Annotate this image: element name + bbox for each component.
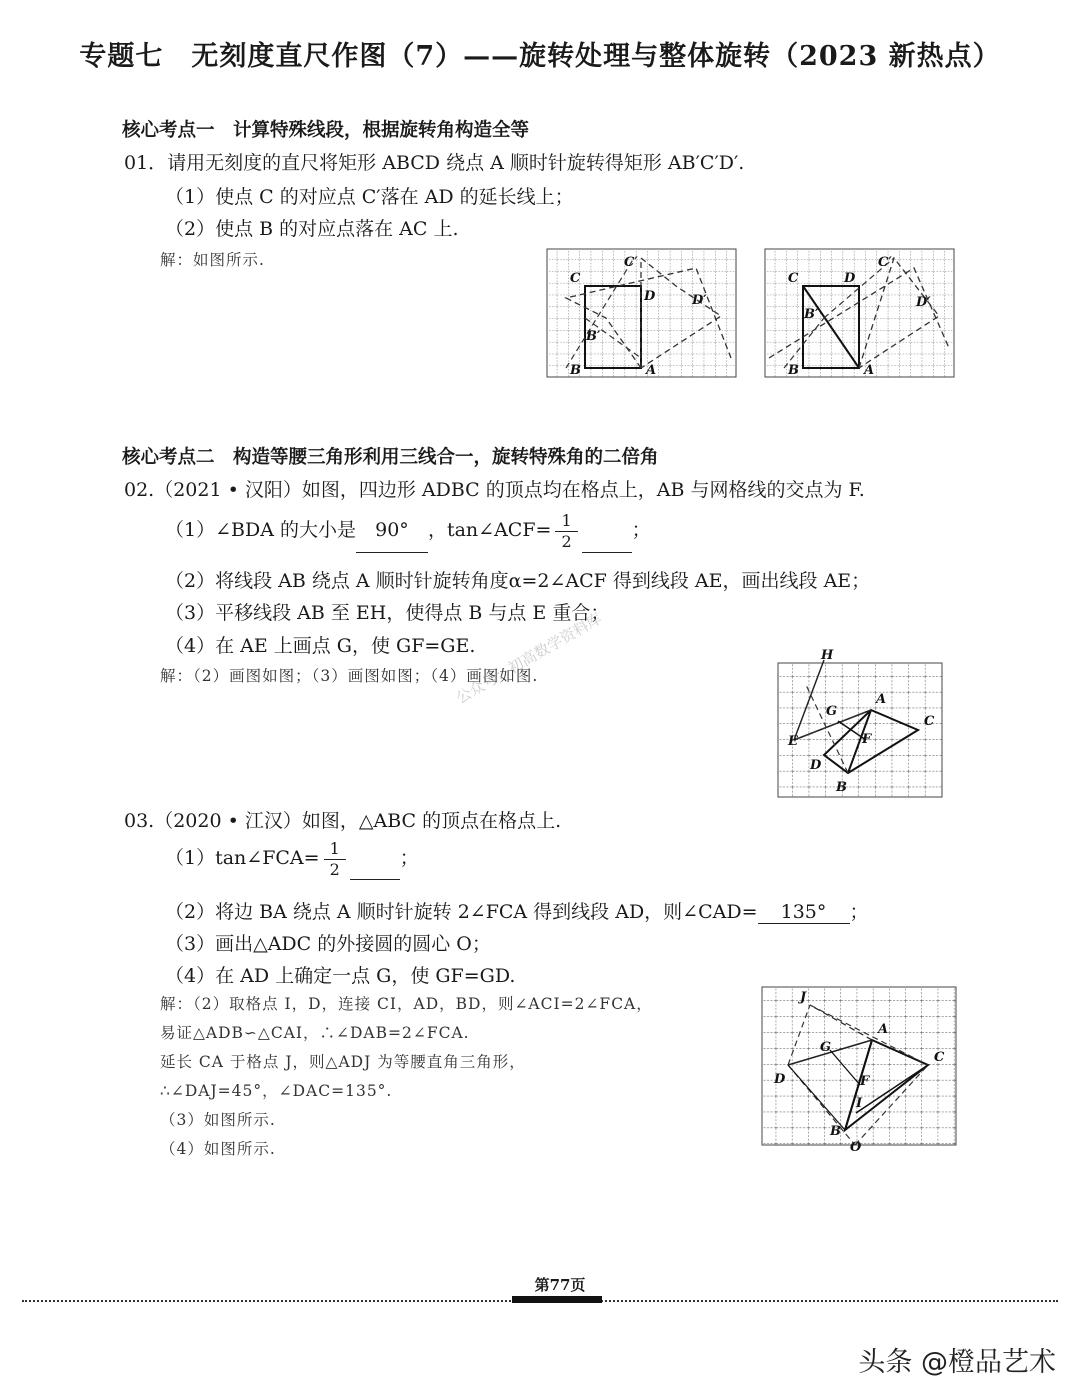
fraction-denominator: 2 [329,859,340,879]
q03-part2-suffix: ； [849,901,869,923]
answer-underline [350,878,400,880]
fig3-label: A [878,1022,889,1037]
q03-answer-fraction [324,839,346,880]
fig1b-label: D [844,271,856,286]
q03-solution-line: 延长 CA 于格点 J，则△ADJ 为等腰直角三角形， [160,1053,526,1071]
fig2-label: E [788,734,798,749]
q03-part1-prefix: （1）tan∠FCA= [165,847,320,869]
section-heading-1: 核心考点一 计算特殊线段，根据旋转角构造全等 [122,120,530,141]
q03-part1 [165,836,419,880]
section-heading-2: 核心考点二 构造等腰三角形利用三线合一，旋转特殊角的二倍角 [122,447,659,468]
fig3-label: I [856,1096,863,1111]
q03-solution-line: （3）如图所示. [160,1111,276,1129]
fig1b-label: A [864,363,875,378]
q03-part4: （4）在 AD 上确定一点 G，使 GF=GD. [165,965,516,987]
fig2-label: H [821,648,834,663]
fig1b-label: C [788,271,799,286]
fig1a-label: C′ [624,255,638,270]
q02-part4: （4）在 AE 上画点 G，使 GF=GE. [165,635,476,657]
fig2-label: G [826,704,838,719]
figure-1b [764,248,956,378]
fig3-label: F [860,1074,870,1089]
q03-solution-line: ∴∠DAJ=45°，∠DAC=135°. [160,1082,393,1100]
watermark: 公众号：初高数学资料库 [453,609,605,708]
q03-part1-suffix: ； [399,847,419,869]
fig1b-label: D′ [916,295,931,310]
figure-2 [776,645,946,801]
q02-part2: （2）将线段 AB 绕点 A 顺时针旋转角度α=2∠ACF 得到线段 AE，画出线段 AE； [165,570,871,592]
q02-stem: 02.（2021 • 汉阳）如图，四边形 ADBC 的顶点均在格点上，AB 与网格线的交点为 F. [124,479,865,501]
page-number: 第77页 [534,1276,586,1294]
q03-solution-line: （4）如图所示. [160,1140,276,1158]
fig1b-label: B′ [804,307,819,322]
q03-solution-line: 易证△ADB∽△CAI，∴∠DAB=2∠FCA. [160,1024,470,1042]
q03-answer-angle: 135° [758,901,850,924]
figure-1a [546,248,738,378]
fig1a-label: D′ [692,293,707,308]
q02-answer-angle: 90° [356,508,428,553]
brand-mark: 头条 @橙品艺术 [858,1347,1056,1378]
fig3-label: B [830,1124,841,1139]
fig3-label: J [800,990,807,1005]
q02-part3: （3）平移线段 AB 至 EH，使得点 B 与点 E 重合； [165,602,610,624]
q02-part1 [165,508,651,553]
fig3-label: G [820,1040,832,1055]
fig3-label: O [850,1140,862,1155]
q03-part2 [165,897,869,924]
footer-bar [512,1296,602,1303]
fig2-label: B [836,780,847,795]
page-title: 专题七 无刻度直尺作图（7）——旋转处理与整体旋转（2023 新热点） [79,41,1001,72]
q03-part3: （3）画出△ADC 的外接圆的圆心 O； [165,933,491,955]
fig1a-label: B′ [586,329,601,344]
q03-part2-prefix: （2）将边 BA 绕点 A 顺时针旋转 2∠FCA 得到线段 AD，则∠CAD= [165,901,758,923]
fig1a-label: D [644,289,656,304]
fraction-numerator: 1 [555,511,577,532]
q02-solution: 解：（2）画图如图；（3）画图如图；（4）画图如图. [160,667,539,685]
q02-part1-prefix: （1）∠BDA 的大小是 [165,519,356,541]
q03-stem: 03.（2020 • 江汉）如图，△ABC 的顶点在格点上. [124,810,562,832]
fig1b-label: B [788,363,799,378]
fraction-denominator: 2 [561,531,572,551]
fig2-label: D [810,758,822,773]
fig2-label: F [862,732,872,747]
q02-part1-mid: ，tan∠ACF= [427,519,552,541]
fig3-label: D [774,1072,786,1087]
fig2-label: C [924,714,935,729]
fig3-label: C [934,1050,945,1065]
q01-solution: 解：如图所示. [160,251,265,269]
figure-3 [760,985,958,1157]
fig1a-label: A [646,363,657,378]
fig1a-label: B [570,363,581,378]
q01-part1: （1）使点 C 的对应点 C′落在 AD 的延长线上； [165,186,574,208]
fig1a-label: C [570,271,581,286]
q01-stem: 01．请用无刻度的直尺将矩形 ABCD 绕点 A 顺时针旋转得矩形 AB′C′D′. [124,152,745,174]
fig2-label: A [876,692,887,707]
fig1b-label: C′ [878,255,892,270]
q02-answer-fraction [555,511,577,552]
q03-solution-line: 解：（2）取格点 I，D，连接 CI，AD，BD，则∠ACI=2∠FCA， [160,995,653,1013]
q02-part1-suffix: ； [631,519,651,541]
q01-part2: （2）使点 B 的对应点落在 AC 上. [165,218,459,240]
fraction-numerator: 1 [324,839,346,860]
answer-underline [582,551,632,553]
